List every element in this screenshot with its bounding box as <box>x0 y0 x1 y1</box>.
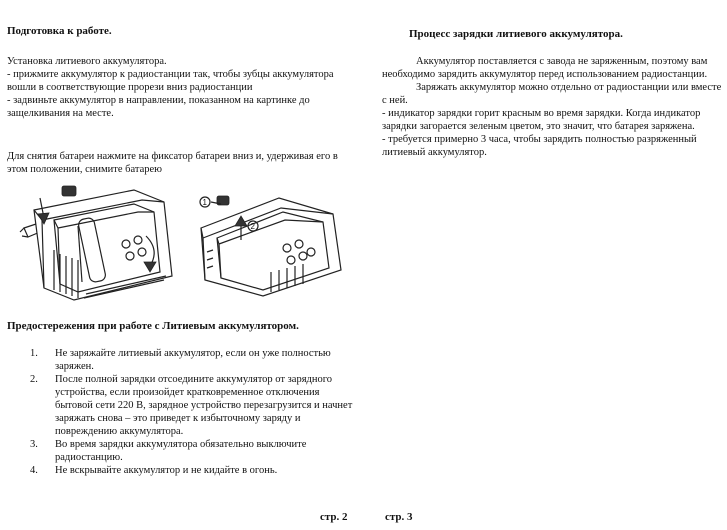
removal-text: Для снятия батареи нажмите на фиксатор батареи вниз и, удерживая его в этом положении, снимите батарею <box>7 151 338 175</box>
install-section <box>7 55 359 120</box>
warnings-list <box>7 347 359 477</box>
install-step-2: - задвиньте аккумулятор в направлении, показанном на картинке до защелкивания на месте. <box>7 95 310 119</box>
install-heading: Установка литиевого аккумулятора. <box>7 56 167 67</box>
warning-number: 1. <box>30 348 38 359</box>
battery-removal-illustration <box>183 188 353 300</box>
warning-text: После полной зарядки отсоедините аккумулятор от зарядного устройства, если произойдет кратковременное отключения бытовой сети 220 В, зарядное устройство перезагрузится и начнет заряжать снова – это приведет к избыточному заряду и повреждению аккумулятора. <box>55 374 353 437</box>
warning-number: 3. <box>30 439 38 450</box>
charging-paragraph-1: Аккумулятор поставляется с завода не заряженным, поэтому вам необходимо зарядить аккумулятор перед использованием радиостанции. <box>382 56 708 80</box>
page-number-left: стр. 2 <box>320 511 348 523</box>
warning-item <box>7 464 359 477</box>
install-step-1: - прижмите аккумулятор к радиостанции так, чтобы зубцы аккумулятора вошли в соответствующие прорези вниз радиостанции <box>7 69 334 93</box>
warning-item <box>7 438 359 464</box>
right-page <box>375 0 727 530</box>
warning-number: 2. <box>30 374 38 385</box>
figure-label-1: 1 <box>202 198 207 207</box>
charging-time-note: - требуется примерно 3 часа, чтобы зарядить полностью разряженный литиевый аккумулятор. <box>382 134 697 158</box>
warning-text: Не вскрывайте аккумулятор и не кидайте в огонь. <box>55 465 278 476</box>
figure-label-2: 2 <box>250 222 255 231</box>
warning-item <box>7 347 359 373</box>
page-title-charging: Процесс зарядки литиевого аккумулятора. <box>409 28 623 40</box>
page-number-right: стр. 3 <box>385 511 413 523</box>
warning-number: 4. <box>30 465 38 476</box>
charging-section <box>382 55 726 159</box>
page-title-preparation: Подготовка к работе. <box>7 25 112 37</box>
warning-item <box>7 373 359 438</box>
battery-install-illustration <box>14 180 184 308</box>
charging-indicator-note: - индикатор зарядки горит красным во время зарядки. Когда индикатор зарядки загорается зеленым цветом, это значит, что батарея заряжена. <box>382 108 701 132</box>
charging-paragraph-2: Заряжать аккумулятор можно отдельно от радиостанции или вместе с ней. <box>382 82 722 106</box>
warning-text: Во время зарядки аккумулятора обязательно выключите радиостанцию. <box>55 439 307 463</box>
warning-text: Не заряжайте литиевый аккумулятор, если он уже полностью заряжен. <box>55 348 331 372</box>
warnings-title: Предостережения при работе с Литиевым аккумулятором. <box>7 320 299 332</box>
